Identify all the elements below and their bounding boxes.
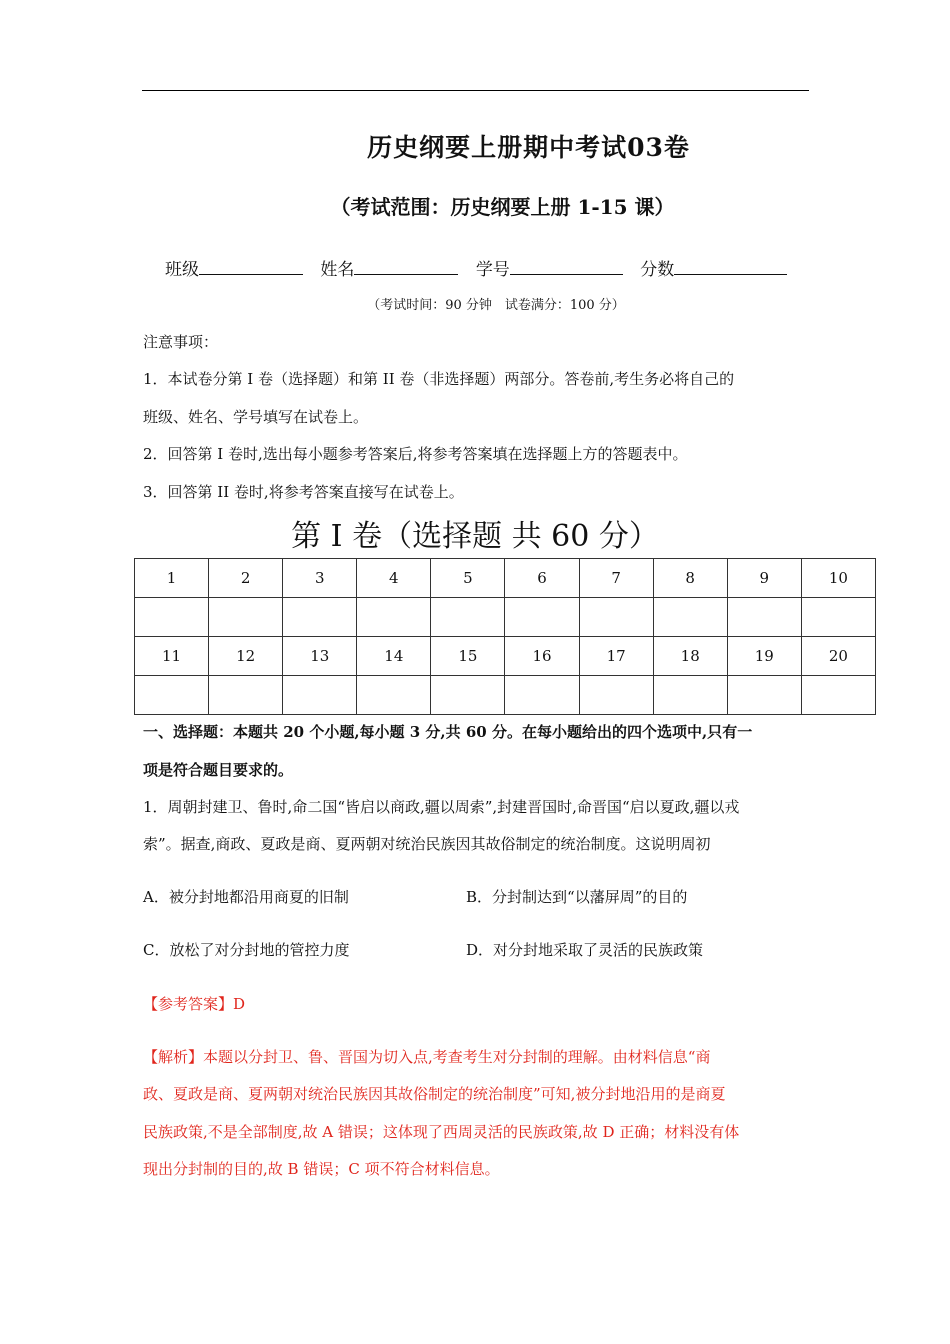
answer-cell[interactable]: [357, 598, 431, 637]
question-number: 10: [801, 559, 875, 598]
answer-cell[interactable]: [653, 676, 727, 715]
name-blank[interactable]: [354, 258, 458, 275]
question-number: 12: [209, 637, 283, 676]
answer-cell[interactable]: [283, 598, 357, 637]
answer-cell[interactable]: [579, 676, 653, 715]
header-rule: [142, 90, 809, 91]
answer-cell[interactable]: [283, 676, 357, 715]
question-number: 18: [653, 637, 727, 676]
answer-cell[interactable]: [801, 598, 875, 637]
answer-cell[interactable]: [209, 598, 283, 637]
analysis-line: [143, 1046, 710, 1067]
answer-input-row: [135, 676, 876, 715]
question-number: 4: [357, 559, 431, 598]
question-number: 20: [801, 637, 875, 676]
analysis-text: 民族政策,不是全部制度,故 A 错误；这体现了西周灵活的民族政策,故 D 正确；材料没有体: [143, 1123, 740, 1141]
section-title: 第 I 卷（选择题 共 60 分）: [291, 519, 659, 554]
question-1-stem: 索”。据查,商政、夏政是商、夏两朝对统治民族因其故俗制定的统治制度。这说明周初: [143, 835, 711, 853]
answer-cell[interactable]: [801, 676, 875, 715]
answer-cell[interactable]: [431, 598, 505, 637]
mc-instructions: 项是符合题目要求的。: [143, 761, 294, 779]
analysis-label: 【解析】: [143, 1048, 204, 1066]
answer-cell[interactable]: [135, 676, 209, 715]
question-number: 8: [653, 559, 727, 598]
answer-number-row: [135, 637, 876, 676]
page-subtitle: （考试范围：历史纲要上册 1-15 课）: [330, 195, 675, 219]
answer-cell[interactable]: [653, 598, 727, 637]
student-id-label: 学号: [475, 260, 510, 280]
answer-cell[interactable]: [209, 676, 283, 715]
answer-cell[interactable]: [431, 676, 505, 715]
question-number: 3: [283, 559, 357, 598]
class-label: 班级: [165, 260, 199, 280]
notice-item: 班级、姓名、学号填写在试卷上。: [143, 408, 369, 426]
answer-cell[interactable]: [727, 676, 801, 715]
option-d[interactable]: D．对分封地采取了灵活的民族政策: [466, 941, 704, 959]
question-number: 9: [727, 559, 801, 598]
student-id-blank[interactable]: [510, 258, 623, 275]
question-number: 16: [505, 637, 579, 676]
answer-table: [134, 558, 876, 715]
answer-label: 【参考答案】: [143, 995, 234, 1013]
question-1-stem: 1．周朝封建卫、鲁时,命二国“皆启以商政,疆以周索”,封建晋国时,命晋国“启以夏政,疆以戎: [143, 798, 740, 816]
answer-value: D: [233, 995, 246, 1013]
answer-cell[interactable]: [505, 598, 579, 637]
answer-cell[interactable]: [727, 598, 801, 637]
notice-item: 2．回答第 I 卷时,选出每小题参考答案后,将参考答案填在选择题上方的答题表中。: [143, 445, 688, 463]
exam-meta: （考试时间：90 分钟 试卷满分：100 分）: [367, 298, 625, 313]
answer-number-row: [135, 559, 876, 598]
question-number: 2: [209, 559, 283, 598]
question-number: 7: [579, 559, 653, 598]
notice-item: 3．回答第 II 卷时,将参考答案直接写在试卷上。: [143, 483, 464, 501]
question-number: 11: [135, 637, 209, 676]
answer-cell[interactable]: [579, 598, 653, 637]
name-label: 姓名: [320, 260, 355, 280]
notice-item: 1．本试卷分第 I 卷（选择题）和第 II 卷（非选择题）两部分。答卷前,考生务必将自己的: [143, 370, 735, 388]
question-number: 19: [727, 637, 801, 676]
question-number: 1: [135, 559, 209, 598]
class-blank[interactable]: [199, 258, 303, 275]
score-blank[interactable]: [674, 258, 787, 275]
mc-instructions: 一、选择题：本题共 20 个小题,每小题 3 分,共 60 分。在每小题给出的四个选项中,只有一: [143, 723, 753, 741]
question-number: 6: [505, 559, 579, 598]
student-info-row: [165, 255, 799, 280]
answer-cell[interactable]: [357, 676, 431, 715]
option-a[interactable]: A．被分封地都沿用商夏的旧制: [143, 888, 349, 906]
analysis-text: 政、夏政是商、夏两朝对统治民族因其故俗制定的统治制度”可知,被分封地沿用的是商夏: [143, 1085, 726, 1103]
question-number: 15: [431, 637, 505, 676]
question-number: 14: [357, 637, 431, 676]
page-title: 历史纲要上册期中考试03卷: [367, 133, 690, 162]
score-label: 分数: [640, 260, 675, 280]
notice-heading: 注意事项：: [143, 333, 219, 351]
analysis-text: 本题以分封卫、鲁、晋国为切入点,考查考生对分封制的理解。由材料信息“商: [203, 1048, 711, 1066]
answer-cell[interactable]: [135, 598, 209, 637]
question-number: 13: [283, 637, 357, 676]
option-b[interactable]: B．分封制达到“以藩屏周”的目的: [466, 888, 688, 906]
answer-cell[interactable]: [505, 676, 579, 715]
answer-input-row: [135, 598, 876, 637]
question-number: 5: [431, 559, 505, 598]
answer-line: [143, 993, 245, 1014]
question-number: 17: [579, 637, 653, 676]
analysis-text: 现出分封制的目的,故 B 错误；C 项不符合材料信息。: [143, 1160, 500, 1178]
option-c[interactable]: C．放松了对分封地的管控力度: [143, 941, 350, 959]
